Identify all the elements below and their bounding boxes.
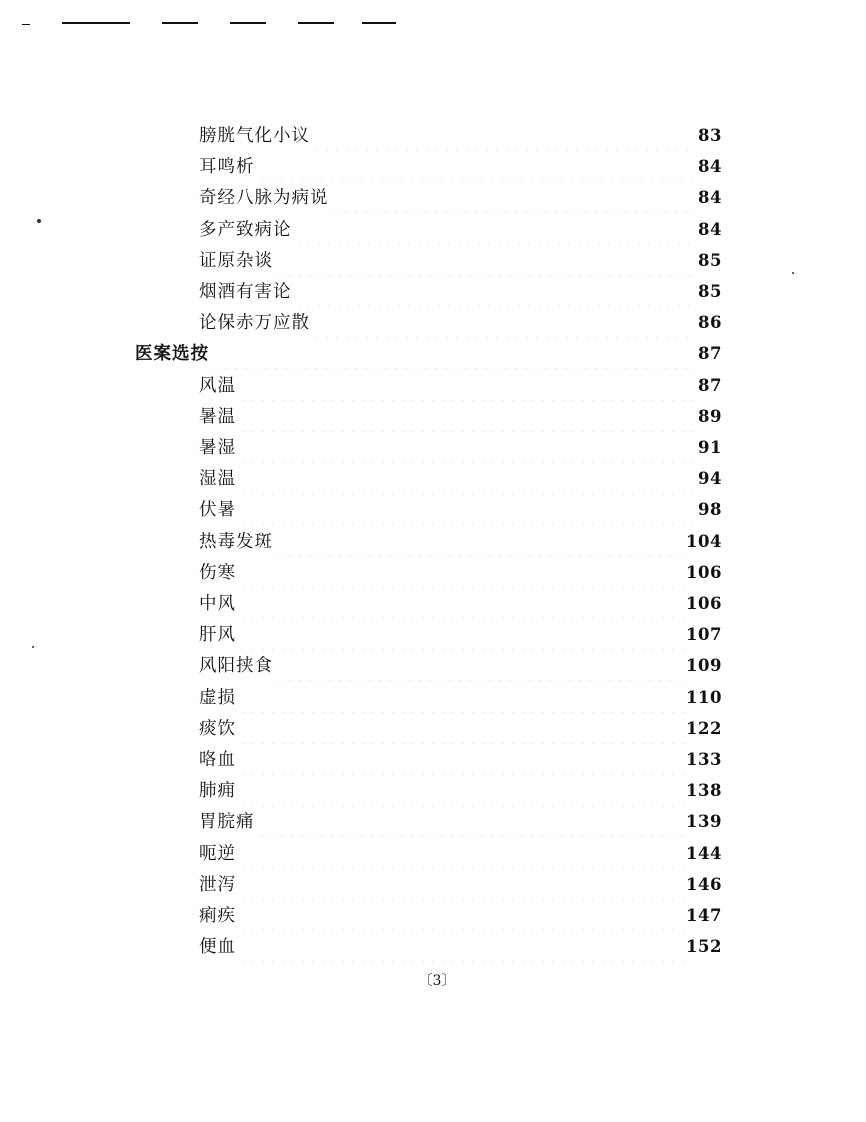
toc-entry-title: 湿温 xyxy=(199,469,236,489)
scan-speck xyxy=(32,646,34,648)
dot-leader xyxy=(238,371,696,401)
toc-entry-page: 109 xyxy=(686,656,722,675)
dot-leader xyxy=(238,714,684,744)
dot-leader xyxy=(238,558,684,588)
header-rule xyxy=(62,22,130,24)
toc-entry xyxy=(199,651,722,681)
toc-entry-page: 86 xyxy=(698,313,722,332)
toc-entry-title: 泄泻 xyxy=(199,875,236,895)
toc-entry xyxy=(199,152,722,182)
dot-leader xyxy=(238,901,684,931)
page-number: 〔3〕 xyxy=(418,973,456,989)
dot-leader xyxy=(238,932,684,962)
toc-entry xyxy=(199,527,722,557)
toc-entry-page: 146 xyxy=(686,875,722,894)
toc-entry-page: 87 xyxy=(698,344,722,363)
toc-entry-title: 痢疾 xyxy=(199,906,236,926)
dot-leader xyxy=(238,620,684,650)
toc-entry-page: 84 xyxy=(698,220,722,239)
toc-entry-title: 胃脘痛 xyxy=(199,812,255,832)
toc-entry-page: 106 xyxy=(686,594,722,613)
toc-entry-page: 91 xyxy=(698,438,722,457)
toc-entry xyxy=(199,402,722,432)
toc-entry-title: 热毒发斑 xyxy=(199,532,273,552)
dot-leader xyxy=(238,683,684,713)
toc-entry-title: 肝风 xyxy=(199,625,236,645)
scan-speck xyxy=(37,219,41,223)
dot-leader xyxy=(294,215,697,245)
toc-entry-title: 伤寒 xyxy=(199,563,236,583)
toc-entry-title: 论保赤万应散 xyxy=(199,313,310,333)
toc-entry-title: 伏暑 xyxy=(199,500,236,520)
dot-leader xyxy=(312,121,696,151)
header-rule xyxy=(22,24,30,25)
toc-entry-page: 133 xyxy=(686,750,722,769)
toc-entry xyxy=(199,433,722,463)
toc-entry-title: 便血 xyxy=(199,937,236,957)
header-rule xyxy=(162,22,198,24)
toc-entry-page: 138 xyxy=(686,781,722,800)
toc-entry-page: 152 xyxy=(686,937,722,956)
dot-leader xyxy=(312,308,696,338)
toc-entry xyxy=(199,870,722,900)
toc-entry-page: 87 xyxy=(698,376,722,395)
header-rule xyxy=(298,22,334,24)
toc-entry-page: 107 xyxy=(686,625,722,644)
dot-leader xyxy=(211,339,696,369)
toc-entry-page: 89 xyxy=(698,407,722,426)
toc-entry xyxy=(199,558,722,588)
toc-entry-page: 84 xyxy=(698,188,722,207)
toc-entry xyxy=(199,839,722,869)
toc-entry-title: 呃逆 xyxy=(199,844,236,864)
toc-entry xyxy=(199,901,722,931)
toc-entry-title: 医案选按 xyxy=(135,344,209,364)
toc-entry xyxy=(199,683,722,713)
toc-entry-title: 虚损 xyxy=(199,688,236,708)
scan-speck xyxy=(792,272,794,274)
dot-leader xyxy=(238,776,684,806)
toc-entry-page: 83 xyxy=(698,126,722,145)
toc-entry-page: 84 xyxy=(698,157,722,176)
toc-entry xyxy=(199,246,722,276)
toc-entry xyxy=(199,714,722,744)
toc-entry xyxy=(199,215,722,245)
toc-entry-page: 147 xyxy=(686,906,722,925)
toc-entry xyxy=(199,620,722,650)
dot-leader xyxy=(294,277,697,307)
toc-entry xyxy=(199,589,722,619)
dot-leader xyxy=(257,152,697,182)
dot-leader xyxy=(238,433,696,463)
toc-entry-page: 85 xyxy=(698,251,722,270)
toc-entry xyxy=(199,183,722,213)
toc-entry xyxy=(199,495,722,525)
toc-entry xyxy=(199,932,722,962)
toc-entry-page: 106 xyxy=(686,563,722,582)
toc-entry xyxy=(199,745,722,775)
toc-entry-title: 风温 xyxy=(199,376,236,396)
dot-leader xyxy=(238,464,696,494)
toc-entry xyxy=(199,277,722,307)
toc-entry-title: 暑温 xyxy=(199,407,236,427)
dot-leader xyxy=(238,745,684,775)
toc-entry-page: 144 xyxy=(686,844,722,863)
toc-entry-page: 104 xyxy=(686,532,722,551)
toc-entry-title: 多产致病论 xyxy=(199,220,292,240)
toc-entry-title: 风阳挟食 xyxy=(199,656,273,676)
toc-entry xyxy=(199,121,722,151)
toc-entry xyxy=(199,308,722,338)
toc-entry-page: 122 xyxy=(686,719,722,738)
toc-entry-page: 94 xyxy=(698,469,722,488)
toc-entry-title: 烟酒有害论 xyxy=(199,282,292,302)
toc-entry-page: 139 xyxy=(686,812,722,831)
toc-entry xyxy=(199,776,722,806)
dot-leader xyxy=(238,589,684,619)
dot-leader xyxy=(331,183,697,213)
header-rule xyxy=(230,22,266,24)
toc-entry-title: 奇经八脉为病说 xyxy=(199,188,329,208)
dot-leader xyxy=(238,495,696,525)
toc-entry-title: 证原杂谈 xyxy=(199,251,273,271)
toc-entry-title: 肺痈 xyxy=(199,781,236,801)
toc-entry-title: 痰饮 xyxy=(199,719,236,739)
toc-entry-title: 暑湿 xyxy=(199,438,236,458)
toc-entry-page: 110 xyxy=(686,688,722,707)
toc-entry xyxy=(199,807,722,837)
toc-entry-page: 85 xyxy=(698,282,722,301)
toc-entry xyxy=(199,371,722,401)
toc-section-entry xyxy=(135,339,722,369)
toc-entry xyxy=(199,464,722,494)
dot-leader xyxy=(238,402,696,432)
toc-entry-title: 咯血 xyxy=(199,750,236,770)
header-rule xyxy=(362,22,396,24)
toc-entry-title: 中风 xyxy=(199,594,236,614)
toc-entry-title: 耳鸣析 xyxy=(199,157,255,177)
dot-leader xyxy=(238,839,684,869)
toc-entry-title: 膀胱气化小议 xyxy=(199,126,310,146)
dot-leader xyxy=(257,807,685,837)
dot-leader xyxy=(238,870,684,900)
dot-leader xyxy=(275,246,696,276)
dot-leader xyxy=(275,527,684,557)
dot-leader xyxy=(275,651,684,681)
toc-entry-page: 98 xyxy=(698,500,722,519)
